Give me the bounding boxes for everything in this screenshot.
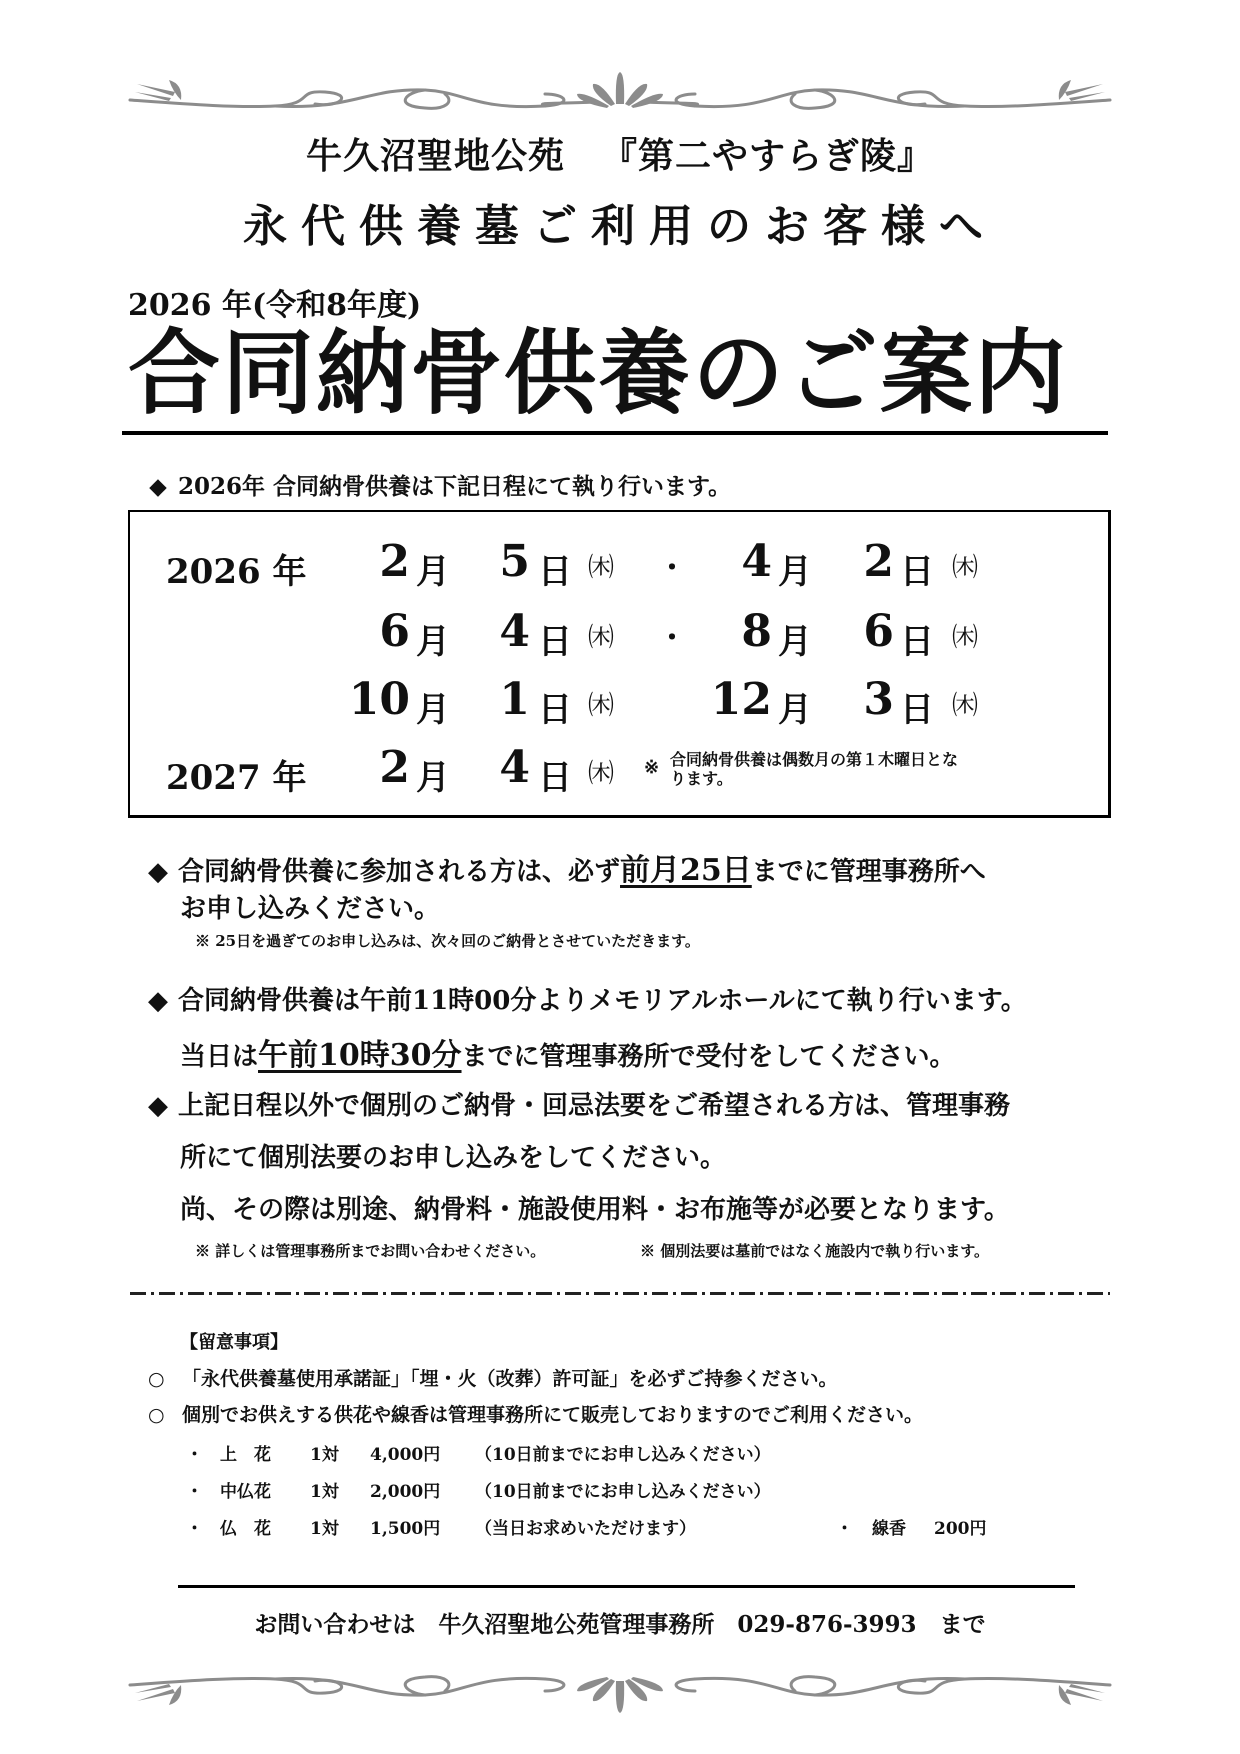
contact-rule	[178, 1585, 1075, 1588]
price-amount: 1,500円	[370, 1519, 441, 1539]
month-unit: 月	[778, 690, 812, 730]
month-value: 2	[379, 536, 410, 587]
month-unit: 月	[416, 622, 450, 662]
schedule-row	[130, 604, 1108, 664]
contact-phone: 029-876-3993	[737, 1611, 917, 1638]
weekday-thu: ㈭	[588, 623, 615, 653]
year-label: 2026 年(令和8年度)	[128, 288, 422, 323]
contact-prefix: お問い合わせは	[254, 1611, 416, 1638]
weekday-thu: ㈭	[588, 759, 615, 789]
weekday-thu: ㈭	[952, 553, 979, 583]
schedule-row	[130, 672, 1108, 732]
notice-individual	[148, 1085, 1010, 1122]
price-qty: 1対	[310, 1519, 339, 1539]
price-note: （当日お求めいただけます）	[475, 1519, 696, 1539]
notice-individual-line2: 所にて個別法要のお申し込みをしてください。	[180, 1143, 727, 1173]
notice-text: までに管理事務所で受付をしてください。	[461, 1042, 956, 1072]
notice-individual-note1: ※ 詳しくは管理事務所までお問い合わせください。	[195, 1242, 546, 1260]
notice-deadline	[148, 845, 986, 889]
day-value: 6	[863, 606, 894, 657]
day-unit: 日	[900, 552, 934, 592]
contact-suffix: まで	[939, 1611, 986, 1638]
notice-deadline-line2: お申し込みください。	[180, 894, 441, 924]
title-underline	[122, 431, 1108, 435]
day-value: 3	[863, 674, 894, 725]
notice-individual-line3: 尚、その際は別途、納骨料・施設使用料・お布施等が必要となります。	[180, 1195, 1010, 1225]
month-unit: 月	[416, 552, 450, 592]
month-unit: 月	[778, 552, 812, 592]
notice-time-line2	[180, 1030, 956, 1074]
diamond-bullet-icon: ◆	[148, 986, 168, 1016]
price-amount: 4,000円	[370, 1445, 441, 1465]
notice-individual-note2: ※ 個別法要は墓前ではなく施設内で執り行います。	[640, 1242, 990, 1260]
facility-name: 牛久沼聖地公苑	[305, 135, 565, 177]
bullet-icon: ・	[836, 1519, 853, 1539]
circle-bullet-icon: ○	[148, 1368, 165, 1390]
price-row	[0, 1440, 1240, 1464]
schedule-year: 2026 年	[166, 552, 307, 592]
day-unit: 日	[538, 758, 572, 798]
page-title: 合同納骨供養のご案内	[128, 319, 1069, 427]
price-row	[0, 1514, 1240, 1538]
price-note: （10日前までにお申し込みください）	[475, 1445, 771, 1465]
diamond-bullet-icon: ◆	[148, 1091, 168, 1121]
schedule-box	[128, 510, 1111, 818]
notice-deadline-note: ※ 25日を過ぎてのお申し込みは、次々回のご納骨とさせていただきます。	[195, 932, 700, 950]
deadline-emphasis: 前月25日	[620, 853, 752, 888]
weekday-thu: ㈭	[952, 691, 979, 721]
month-unit: 月	[416, 690, 450, 730]
day-unit: 日	[538, 690, 572, 730]
contact-line	[0, 1606, 1240, 1639]
month-value: 2	[379, 742, 410, 793]
price-qty: 1対	[310, 1445, 339, 1465]
day-value: 5	[499, 536, 530, 587]
section-name: 『第二やすらぎ陵』	[601, 135, 935, 177]
month-value: 4	[741, 536, 772, 587]
remarks-title: 【留意事項】	[180, 1332, 288, 1353]
day-value: 2	[863, 536, 894, 587]
date-separator: ・	[658, 621, 687, 654]
month-unit: 月	[778, 622, 812, 662]
remarks-item-text: 個別でお供えする供花や線香は管理事務所にて販売しておりますのでご利用ください。	[182, 1404, 924, 1426]
price-item-name: 中仏花	[220, 1482, 271, 1502]
schedule-row	[130, 740, 1108, 800]
bullet-icon: ・	[186, 1519, 203, 1539]
day-unit: 日	[900, 690, 934, 730]
remarks-item	[148, 1400, 923, 1427]
dash-dot-divider	[130, 1292, 1110, 1295]
month-value: 6	[379, 606, 410, 657]
date-separator: ・	[658, 551, 687, 584]
remarks-item-text: 「永代供養墓使用承諾証」「埋・火（改葬）許可証」を必ずご持参ください。	[182, 1368, 838, 1390]
contact-office: 牛久沼聖地公苑管理事務所	[438, 1611, 715, 1638]
bottom-ornament-icon	[125, 1655, 1115, 1715]
price-item-name: 上 花	[220, 1445, 271, 1465]
schedule-year: 2027 年	[166, 758, 307, 798]
reference-mark-icon: ※	[644, 757, 660, 778]
price-qty: 1対	[310, 1482, 339, 1502]
notice-time	[148, 980, 1027, 1017]
incense-price: 200円	[934, 1519, 987, 1539]
reception-time-emphasis: 午前10時30分	[258, 1038, 462, 1073]
facility-heading	[0, 128, 1240, 179]
notice-text: 合同納骨供養は午前11時00分よりメモリアルホールにて執り行います。	[178, 986, 1027, 1016]
day-unit: 日	[538, 552, 572, 592]
day-value: 1	[499, 674, 530, 725]
month-value: 8	[741, 606, 772, 657]
day-unit: 日	[900, 622, 934, 662]
schedule-lead-text: 2026年 合同納骨供養は下記日程にて執り行います。	[178, 473, 732, 500]
audience-heading: 永代供養墓ご利用のお客様へ	[243, 201, 997, 252]
bullet-icon: ・	[186, 1482, 203, 1502]
price-row	[0, 1477, 1240, 1501]
month-value: 12	[710, 674, 772, 725]
diamond-bullet-icon: ◆	[148, 857, 168, 887]
day-value: 4	[499, 742, 530, 793]
price-note: （10日前までにお申し込みください）	[475, 1482, 771, 1502]
top-ornament-icon	[125, 70, 1115, 130]
notice-text: 上記日程以外で個別のご納骨・回忌法要をご希望される方は、管理事務	[178, 1091, 1011, 1121]
weekday-thu: ㈭	[588, 691, 615, 721]
day-value: 4	[499, 606, 530, 657]
weekday-thu: ㈭	[588, 553, 615, 583]
month-unit: 月	[416, 758, 450, 798]
notice-text: 合同納骨供養に参加される方は、必ず	[178, 857, 621, 887]
price-item-name: 仏 花	[220, 1519, 271, 1539]
schedule-footnote-text: 合同納骨供養は偶数月の第１木曜日となります。	[670, 750, 959, 788]
price-amount: 2,000円	[370, 1482, 441, 1502]
notice-text: 当日は	[180, 1042, 259, 1072]
diamond-bullet-icon: ◆	[149, 473, 167, 500]
bullet-icon: ・	[186, 1445, 203, 1465]
remarks-item	[148, 1364, 838, 1391]
month-value: 10	[348, 674, 410, 725]
notice-text: までに管理事務所へ	[751, 857, 986, 887]
schedule-row	[130, 534, 1108, 594]
incense-name: 線香	[872, 1519, 906, 1539]
day-unit: 日	[538, 622, 572, 662]
schedule-lead	[148, 468, 731, 501]
weekday-thu: ㈭	[952, 623, 979, 653]
circle-bullet-icon: ○	[148, 1404, 165, 1426]
